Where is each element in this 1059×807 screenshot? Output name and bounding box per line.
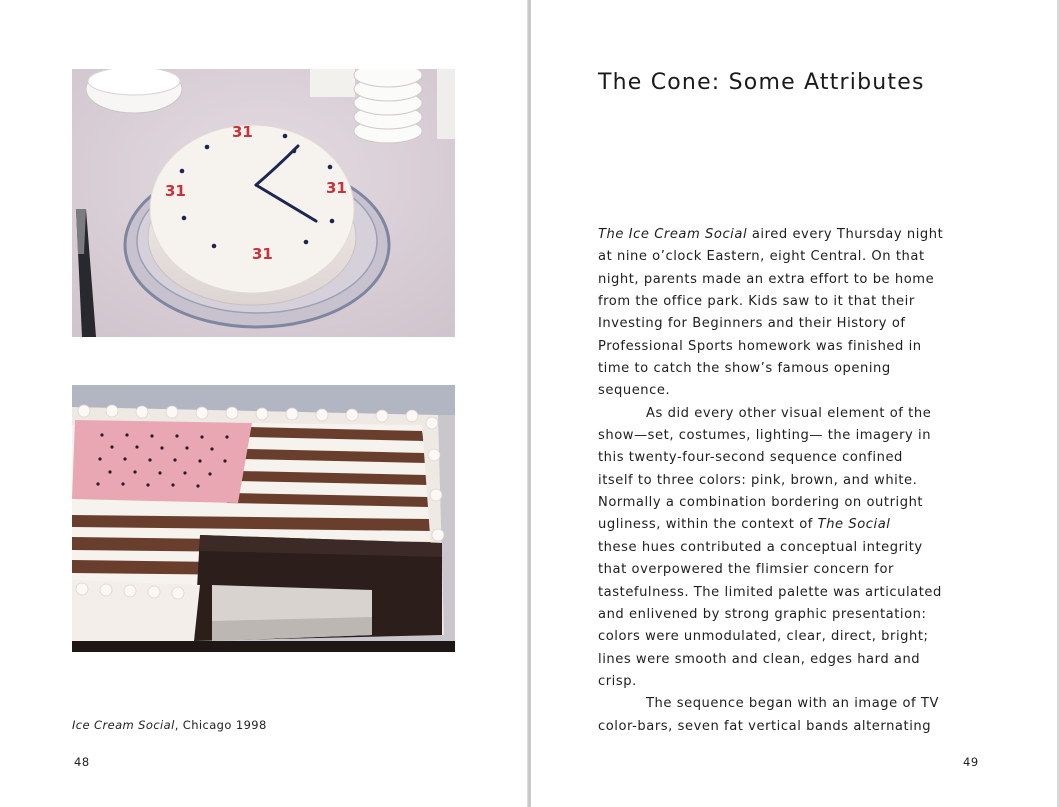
body-line-text: aired every Thursday night [747, 227, 944, 242]
flag-cake-photo [72, 385, 455, 652]
body-line-text: and enlivened by strong graphic presentation: [598, 606, 927, 622]
body-line-text: at nine o’clock Eastern, eight Central. On that [598, 249, 925, 265]
body-line [598, 470, 998, 492]
body-line-text: crisp. [598, 673, 637, 689]
body-line [598, 716, 998, 738]
body-line-text: these hues contributed a conceptual integrity [598, 539, 923, 555]
body-line [598, 246, 998, 268]
photo-caption [72, 718, 267, 732]
body-line [598, 693, 998, 715]
body-line-text: Investing for Beginners and their History of [598, 316, 906, 332]
body-line [598, 582, 998, 604]
caption-title: Ice Cream Social [72, 718, 175, 732]
caption-place-date: , Chicago 1998 [174, 718, 267, 732]
body-line-text: from the office park. Kids saw to it that their [598, 294, 915, 310]
clock-cake-photo [72, 69, 455, 337]
body-line [598, 313, 998, 335]
body-line-text: As did every other visual element of the [646, 405, 932, 421]
body-text [598, 224, 998, 738]
body-line [598, 291, 998, 313]
body-line [598, 514, 998, 536]
body-line-text: itself to three colors: pink, brown, and white. [598, 472, 918, 488]
body-line [598, 447, 998, 469]
clock-numeral-right: 31 [326, 179, 347, 197]
body-line-text: The sequence began with an image of TV [646, 696, 939, 712]
body-line-text: that overpowered the flimsier concern for [598, 562, 894, 578]
clock-numeral-bottom: 31 [252, 245, 273, 263]
page-number-right: 49 [963, 755, 979, 769]
body-line [598, 358, 998, 380]
body-line-text: sequence. [598, 383, 671, 399]
body-line-text: lines were smooth and clean, edges hard and [598, 651, 921, 667]
italic-show-title: The Social [817, 517, 891, 533]
body-line-text: this twenty-four-second sequence confined [598, 450, 903, 466]
body-line [598, 671, 998, 693]
body-line [598, 492, 998, 514]
body-line [598, 336, 998, 358]
body-line [598, 626, 998, 648]
body-line [598, 425, 998, 447]
body-line [598, 537, 998, 559]
italic-show-title: The Ice Cream Social [598, 227, 748, 242]
body-line-text: night, parents made an extra effort to be home [598, 271, 935, 287]
body-line-text: Normally a combination bordering on outright [598, 495, 924, 511]
body-line-text: Professional Sports homework was finished in [598, 338, 922, 354]
body-line-text: tastefulness. The limited palette was articulated [598, 584, 942, 600]
body-line-text: time to catch the show’s famous opening [598, 361, 891, 377]
body-line-text: colors were unmodulated, clear, direct, bright; [598, 629, 929, 645]
body-line-text: show—set, costumes, lighting— the imagery in [598, 428, 932, 444]
body-line [598, 224, 998, 246]
body-line [598, 269, 998, 291]
body-line [598, 649, 998, 671]
page-number-left: 48 [74, 755, 90, 769]
body-line [598, 604, 998, 626]
clock-numeral-top: 31 [232, 123, 253, 141]
body-line [598, 559, 998, 581]
clock-numeral-left: 31 [165, 182, 186, 200]
body-line-text: ugliness, within the context of [598, 517, 818, 533]
body-line [598, 380, 998, 402]
body-line-text: color-bars, seven fat vertical bands alternating [598, 718, 932, 734]
body-line [598, 403, 998, 425]
left-page [0, 0, 528, 807]
chapter-title: The Cone: Some Attributes [598, 70, 925, 95]
